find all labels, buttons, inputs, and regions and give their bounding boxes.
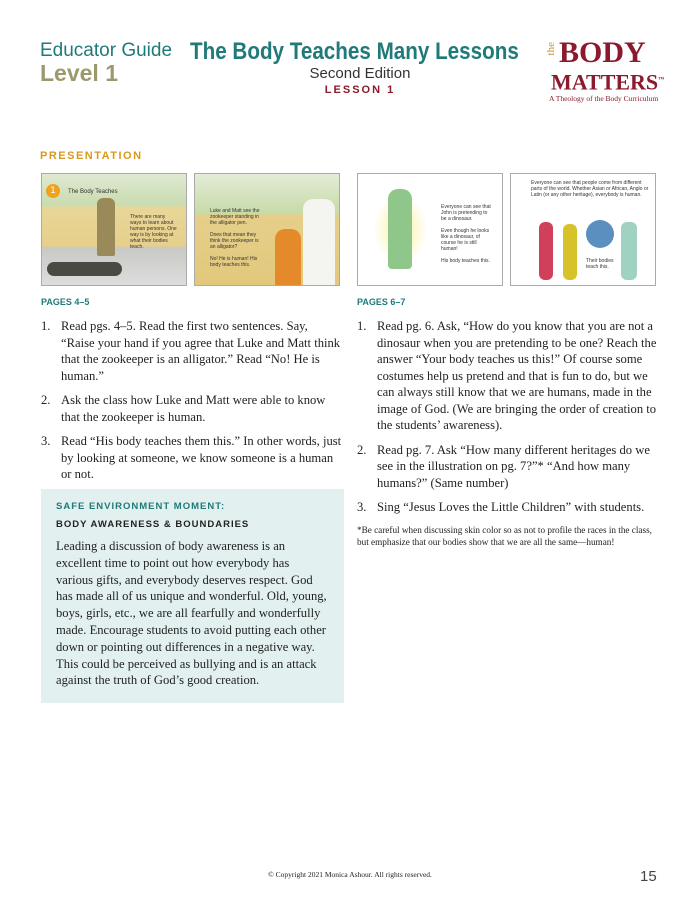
box-body: Leading a discussion of body awareness is an excellent time to point out how everybody has various gifts, and everybody deserves respect. God has made all of us unique and wonderful. Old, young, boys, girls, etc., we are all fearfully and wonderfully made. Encourage students to avoid putting each other down or pointing out differences in a negative way. This could be perceived as bullying and is an attack against the truth of God’s good creation. — [56, 539, 327, 688]
safe-environment-box — [41, 489, 344, 703]
globe-illustration — [586, 220, 614, 248]
level-label: Level 1 — [40, 60, 118, 86]
pages-6-7-list — [357, 318, 662, 516]
logo-matters: MATTERS™ — [551, 69, 665, 95]
page-number: 15 — [640, 868, 657, 885]
logo-tagline: A Theology of the Body Curriculum — [549, 94, 659, 103]
logo-the: the — [545, 42, 557, 56]
logo — [545, 38, 670, 113]
father-illustration — [303, 199, 335, 286]
footnote: *Be careful when discussing skin color so as not to profile the races in the class, but emphasize that our bodies show that we are all the same—human! — [357, 524, 652, 547]
box-title: SAFE ENVIRONMENT MOMENT: — [56, 501, 226, 512]
edition-label: Second Edition — [309, 65, 411, 82]
list-item: 3. Sing “Jesus Loves the Little Children” with students. — [357, 500, 645, 514]
lesson-label: LESSON 1 — [324, 84, 396, 96]
dinosaur-costume-illustration — [388, 189, 412, 269]
page-title: The Body Teaches Many Lessons — [190, 38, 519, 65]
list-item: 2. Read pg. 7. Ask “How many different heritages do we see in the illustration on pg. 7?”* “And how many humans?” (Same number) — [357, 442, 650, 490]
pages-6-7-heading: PAGES 6–7 — [357, 297, 406, 307]
pages-4-5-heading: PAGES 4–5 — [41, 297, 90, 307]
box-subtitle: BODY AWARENESS & BOUNDARIES — [56, 519, 250, 530]
guide-label: Educator Guide — [40, 40, 173, 61]
thumb-text: Everyone can see that people come from different parts of the world. Whether Asian or African, Anglo or Latin (or any other heritage), everybody is human. — [531, 180, 649, 198]
thumbnail-page-4 — [41, 173, 187, 286]
thumb-text: There are many ways to learn about human persons. One way is by looking at what their bodies teach. — [130, 214, 177, 250]
thumbnail-page-5 — [194, 173, 340, 286]
list-item: 1. Read pgs. 4–5. Read the first two sentences. Say, “Raise your hand if you agree that Luke and Matt think that the zookeeper is an alligator.” Read “No! He is human.” — [41, 319, 341, 383]
list-item: 3. Read “His body teaches them this.” In other words, just by looking at someone, we know someone is a human or not. — [41, 434, 342, 481]
thumb-text: Their bodies teach this. — [586, 258, 614, 270]
zookeeper-illustration — [97, 198, 115, 256]
logo-body: BODY — [559, 36, 646, 69]
right-column — [357, 318, 662, 548]
page-number-badge: 1 — [46, 184, 60, 198]
list-item: 2. Ask the class how Luke and Matt were able to know that the zookeeper is human. — [41, 393, 326, 424]
thumbnail-page-6 — [357, 173, 503, 286]
thumb-text: Luke and Matt see the zookeeper standing in the alligator pen. Does that mean they think the zookeeper is an alligator? No! He is human! His body teaches this. — [210, 208, 260, 268]
list-item: 1. Read pg. 6. Ask, “How do you know that you are not a dinosaur when you are pretending to be one? Reach the answer “Your body teaches us this!” Of course some costumes help us pretend and that is fun to do, but we can always still know that we are humans, made in the image of God. (We are bringing the order of creation to the students’ awareness). — [357, 319, 657, 432]
alligator-illustration — [47, 262, 122, 276]
left-column — [41, 318, 344, 703]
section-heading: PRESENTATION — [40, 150, 143, 162]
pages-4-5-list — [41, 318, 344, 489]
boys-illustration — [275, 229, 301, 286]
thumb-text: Everyone can see that John is pretending to be a dinosaur. Even though he looks like a dinosaur, of course he is still human! His body teaches this. — [441, 204, 491, 264]
copyright: © Copyright 2021 Monica Ashour. All rights reserved. — [268, 870, 432, 879]
thumbnail-page-7 — [510, 173, 656, 286]
thumb-caption: The Body Teaches — [68, 189, 118, 195]
